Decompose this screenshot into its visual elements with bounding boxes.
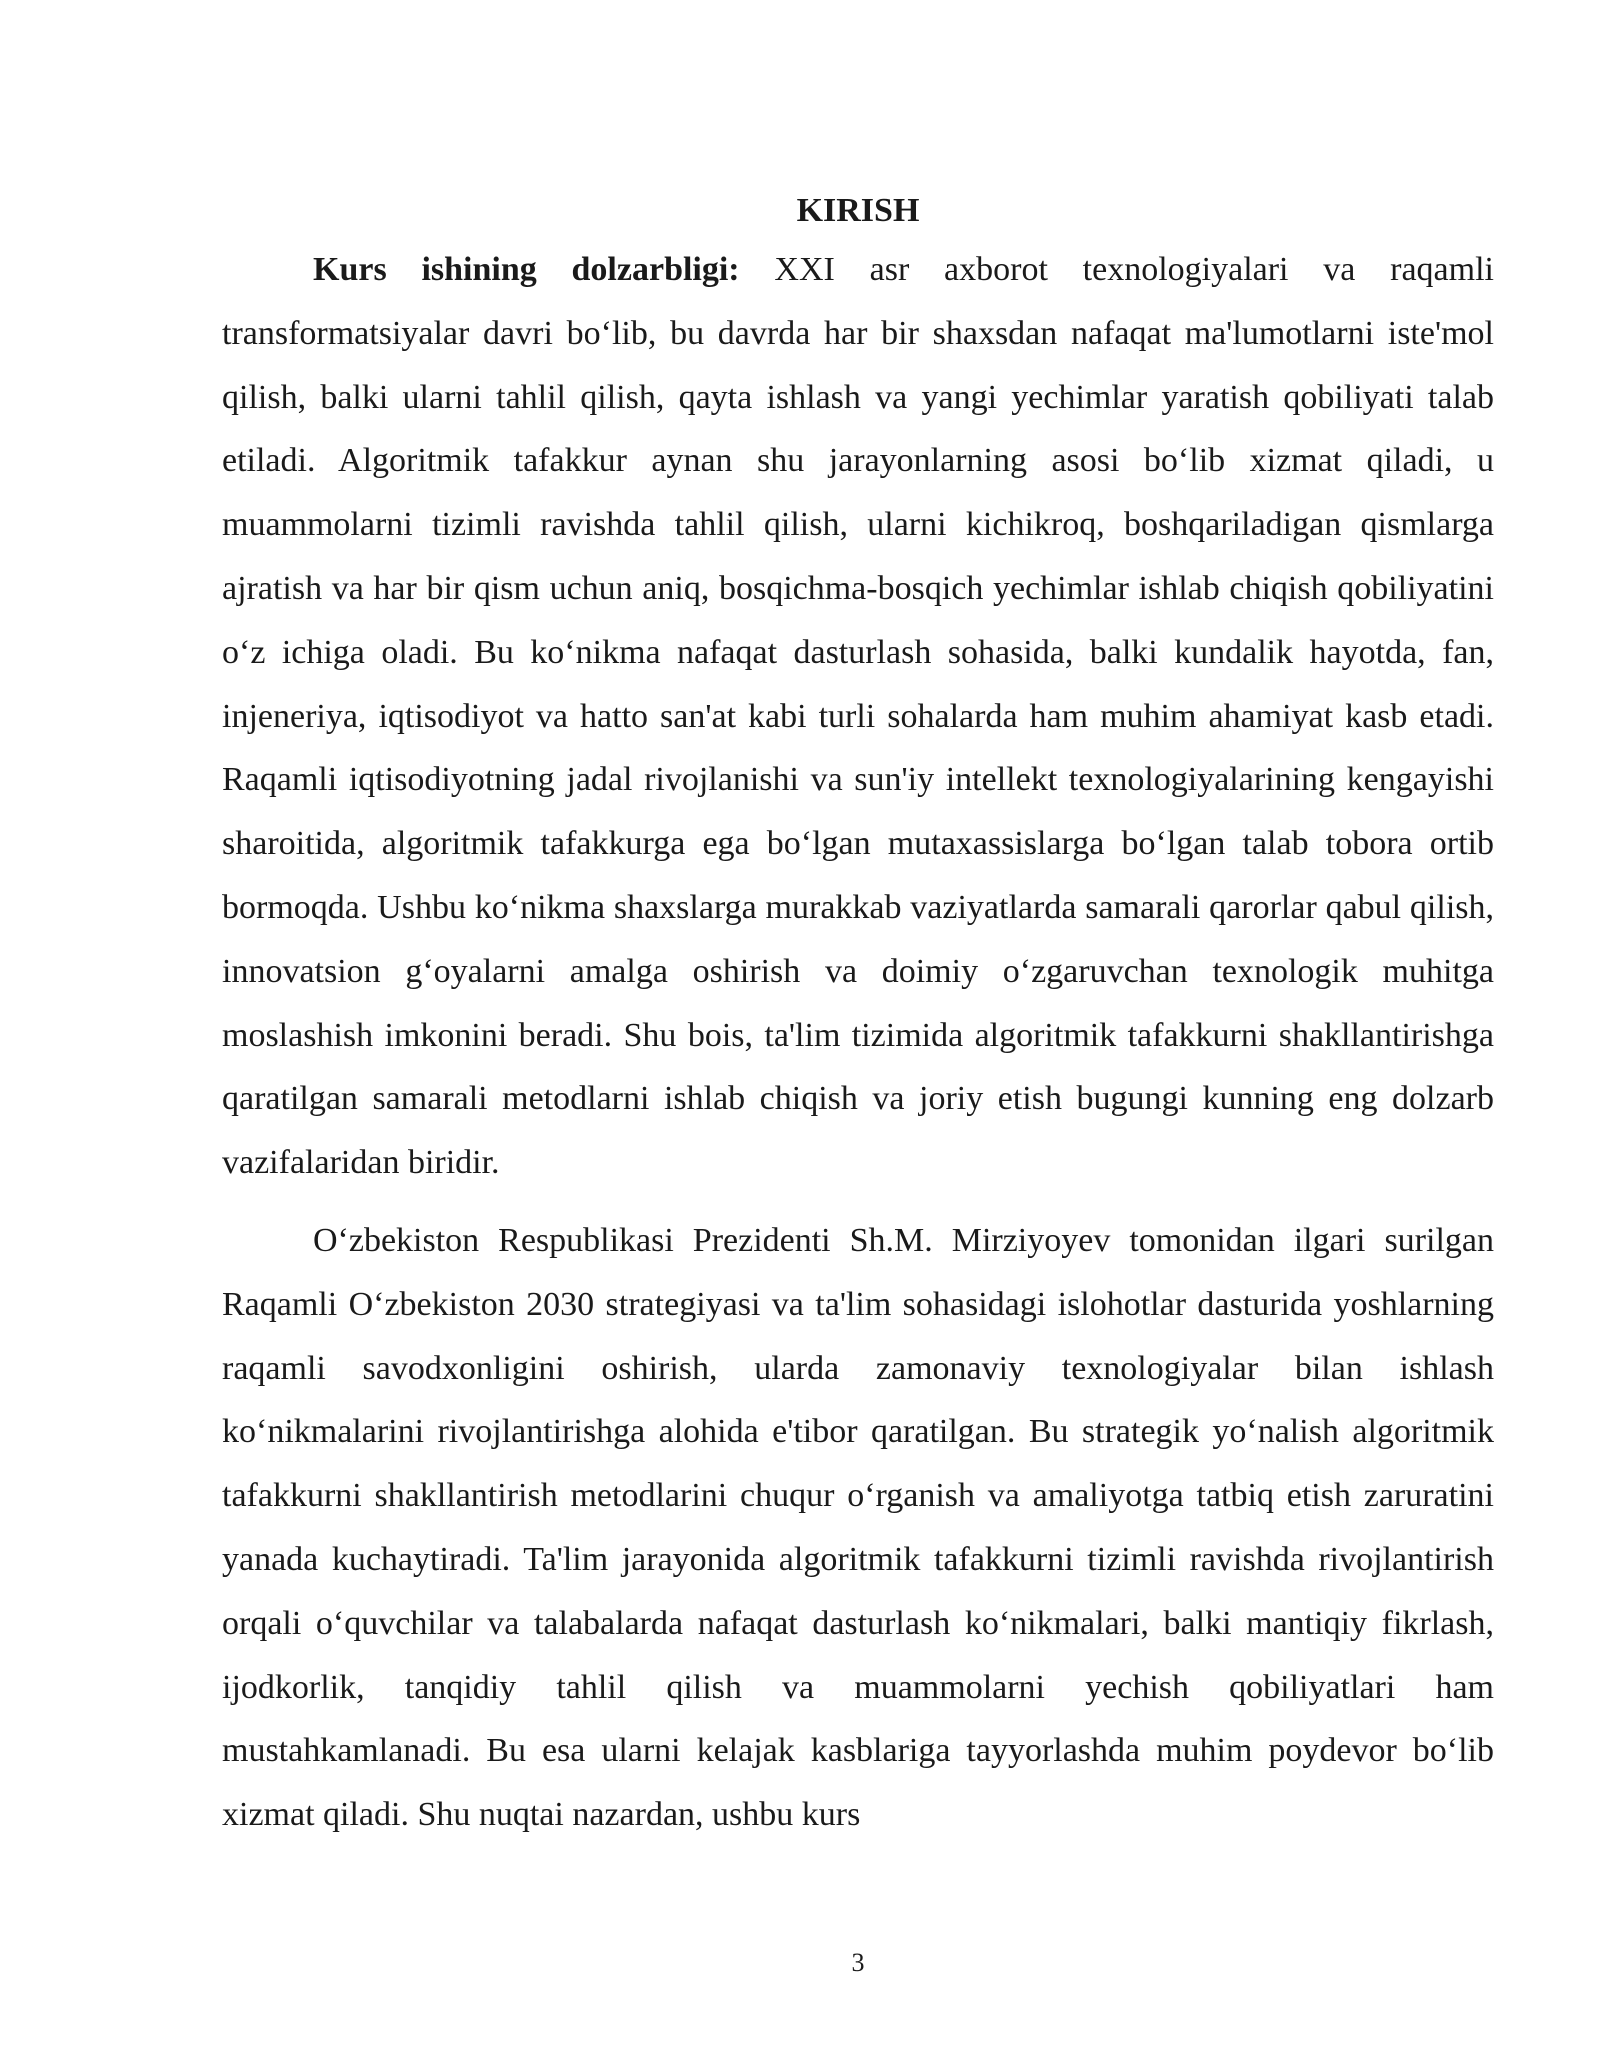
relevance-paragraph <box>222 238 1494 1195</box>
relevance-text: XXI asr axborot texnologiyalari va raqamli transformatsiyalar davri bo‘lib, bu davrda har bir shaxsdan nafaqat ma'lumotlarni iste'mol qilish, balki ularni tahlil qilish, qayta ishlash va yangi yechimlar yaratish qobiliyati talab etiladi. Algoritmik tafakkur aynan shu jarayonlarning asosi bo‘lib xizmat qiladi, u muammolarni tizimli ravishda tahlil qilish, ularni kichikroq, boshqariladigan qismlarga ajratish va har bir qism uchun aniq, bosqichma-bosqich yechimlar ishlab chiqish qobiliyatini o‘z ichiga oladi. Bu ko‘nikma nafaqat dasturlash sohasida, balki kundalik hayotda, fan, injeneriya, iqtisodiyot va hatto san'at kabi turli sohalarda ham muhim ahamiyat kasb etadi. Raqamli iqtisodiyotning jadal rivojlanishi va sun'iy intellekt texnologiyalarining kengayishi sharoitida, algoritmik tafakkurga ega bo‘lgan mutaxassislarga bo‘lgan talab tobora ortib bormoqda. Ushbu ko‘nikma shaxslarga murakkab vaziyatlarda samarali qarorlar qabul qilish, innovatsion g‘oyalarni amalga oshirish va doimiy o‘zgaruvchan texnologik muhitga moslashish imkonini beradi. Shu bois, ta'lim tizimida algoritmik tafakkurni shakllantirishga qaratilgan samarali metodlarni ishlab chiqish va joriy etish bugungi kunning eng dolzarb vazifalaridan biridir. <box>222 251 1494 1182</box>
section-heading: KIRISH <box>796 192 920 229</box>
document-page <box>222 190 1494 1847</box>
relevance-lead: Kurs ishining dolzarbligi: <box>313 251 740 288</box>
page-number: 3 <box>851 1948 865 1977</box>
strategy-paragraph: O‘zbekiston Respublikasi Prezidenti Sh.M. Mirziyoyev tomonidan ilgari surilgan Raqamli O‘zbekiston 2030 strategiyasi va ta'lim sohasidagi islohotlar dasturida yoshlarning raqamli savodxonligini oshirish, ularda zamonaviy texnologiyalar bilan ishlash ko‘nikmalarini rivojlantirishga alohida e'tibor qaratilgan. Bu strategik yo‘nalish algoritmik tafakkurni shakllantirish metodlarini chuqur o‘rganish va amaliyotga tatbiq etish zaruratini yanada kuchaytiradi. Ta'lim jarayonida algoritmik tafakkurni tizimli ravishda rivojlantirish orqali o‘quvchilar va talabalarda nafaqat dasturlash ko‘nikmalari, balki mantiqiy fikrlash, ijodkorlik, tanqidiy tahlil qilish va muammolarni yechish qobiliyatlari ham mustahkamlanadi. Bu esa ularni kelajak kasblariga tayyorlashda muhim poydevor bo‘lib xizmat qiladi. Shu nuqtai nazardan, ushbu kurs <box>222 1221 1494 1834</box>
